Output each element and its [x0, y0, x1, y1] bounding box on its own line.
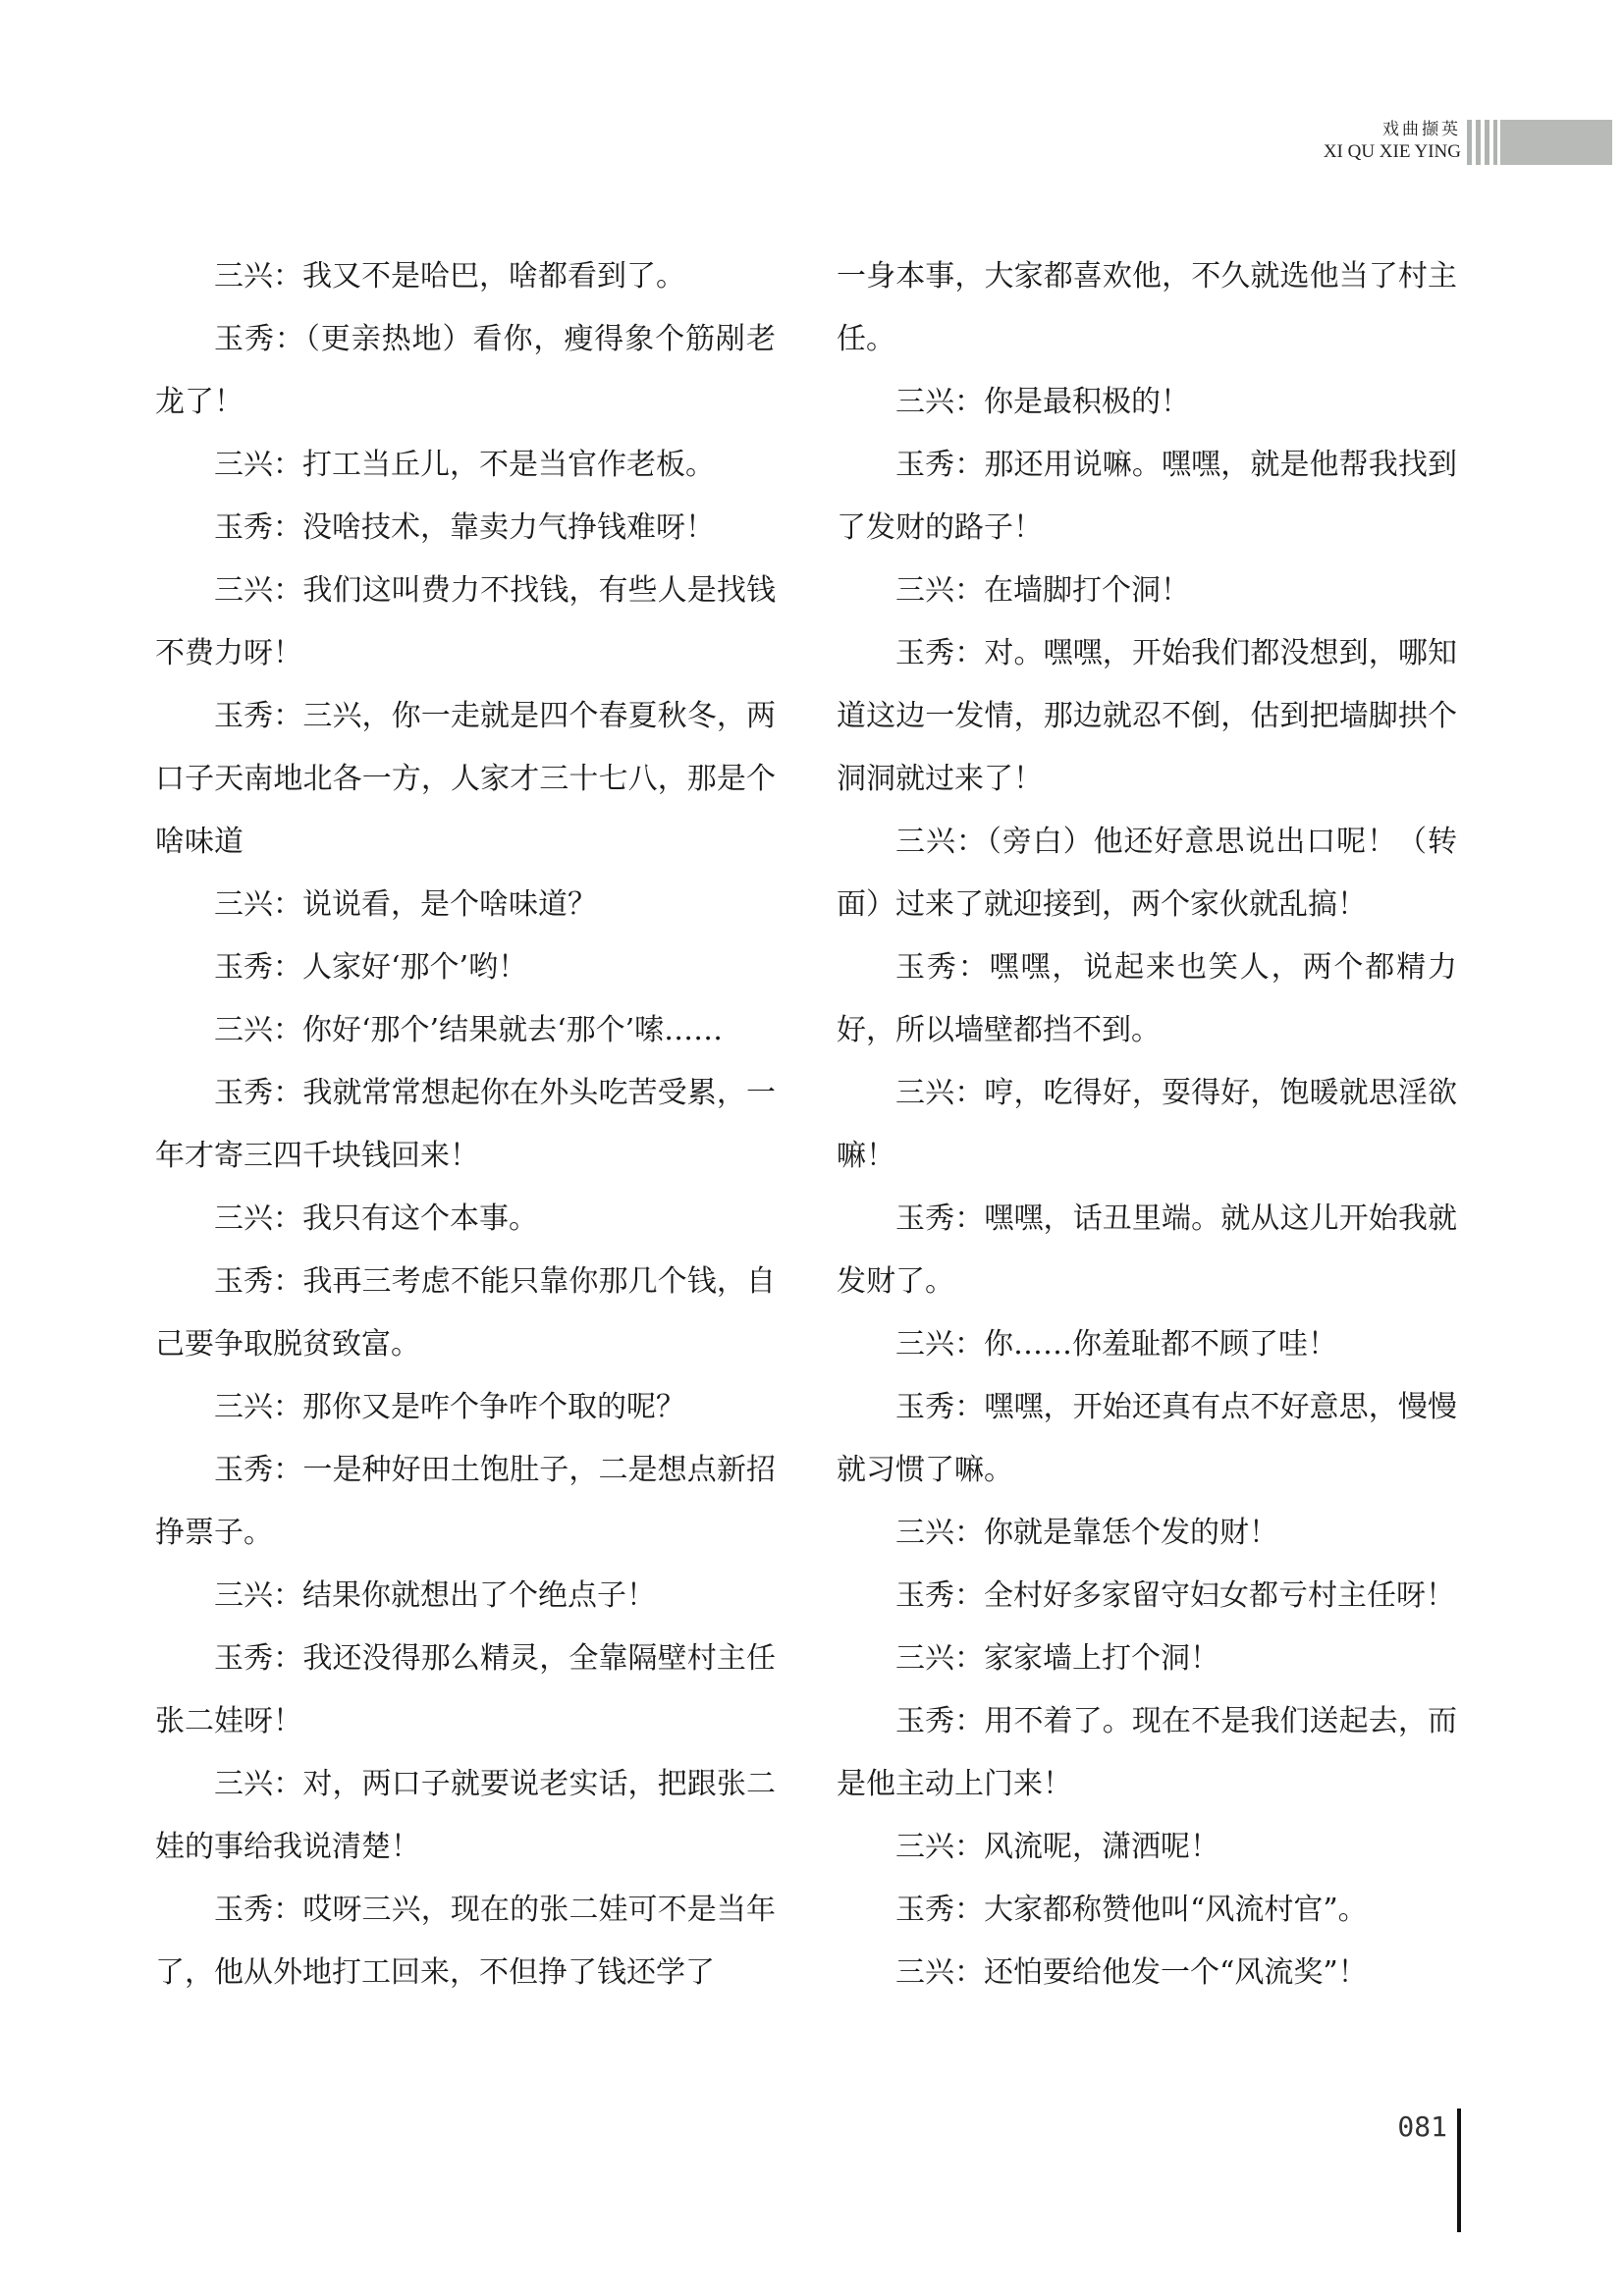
- section-title: 戏曲撷英: [1382, 120, 1461, 139]
- dialogue-line: 三兴：结果你就想出了个绝点子！: [214, 1578, 656, 1613]
- dialogue-line: 三兴：风流呢，潇洒呢！: [895, 1830, 1219, 1864]
- dialogue-line: 玉秀：我还没得那么精灵，全靠隔壁村主任张二娃呀！: [155, 1641, 776, 1738]
- dialogue-line: 玉秀：三兴，你一走就是四个春夏秋冬，两口子天南地北各一方，人家才三十七八，那是个啥味道: [155, 699, 776, 859]
- dialogue-line: 三兴：说说看，是个啥味道？: [214, 887, 597, 922]
- page-number: 081: [1397, 2110, 1447, 2143]
- dialogue-line: 三兴：我只有这个本事。: [214, 1201, 538, 1236]
- running-header: [0, 120, 1624, 165]
- left-column: [155, 245, 776, 2004]
- dialogue-line: 玉秀：一是种好田土饱肚子，二是想点新招挣票子。: [155, 1453, 776, 1550]
- dialogue-line: 三兴：家家墙上打个洞！: [895, 1641, 1219, 1676]
- dialogue-line: 三兴：你就是靠恁个发的财！: [895, 1516, 1278, 1550]
- dialogue-line: 玉秀：我再三考虑不能只靠你那几个钱，自己要争取脱贫致富。: [155, 1264, 776, 1362]
- dialogue-line: 玉秀：（更亲热地）看你，瘦得象个筋剐老龙了！: [155, 322, 776, 419]
- dialogue-line: 三兴：我们这叫费力不找钱，有些人是找钱不费力呀！: [155, 573, 776, 670]
- dialogue-line: 三兴：对，两口子就要说老实话，把跟张二娃的事给我说清楚！: [155, 1767, 776, 1864]
- dialogue-line: 三兴：你……你羞耻都不顾了哇！: [895, 1327, 1337, 1362]
- dialogue-line: 玉秀：嘿嘿，开始还真有点不好意思，慢慢就习惯了嘛。: [837, 1390, 1457, 1487]
- right-column: [837, 245, 1457, 2004]
- footer-rule: [1457, 2109, 1461, 2232]
- dialogue-line: 三兴：你好‘那个’结果就去‘那个’嗦……: [214, 1013, 724, 1047]
- dialogue-line: 三兴：哼，吃得好，耍得好，饱暖就思淫欲嘛！: [837, 1076, 1457, 1173]
- dialogue-line: 玉秀：嘿嘿，话丑里端。就从这儿开始我就发财了。: [837, 1201, 1457, 1299]
- dialogue-line: 三兴：（旁白）他还好意思说出口呢！（转面）过来了就迎接到，两个家伙就乱搞！: [837, 825, 1457, 922]
- dialogue-line: 玉秀：没啥技术，靠卖力气挣钱难呀！: [214, 510, 715, 545]
- header-bar: [1500, 120, 1612, 165]
- dialogue-line: 玉秀：我就常常想起你在外头吃苦受累，一年才寄三四千块钱回来！: [155, 1076, 776, 1173]
- dialogue-line: 玉秀：对。嘿嘿，开始我们都没想到，哪知道这边一发情，那边就忍不倒，估到把墙脚拱个洞洞就过来了！: [837, 636, 1457, 796]
- dialogue-line: 三兴：你是最积极的！: [895, 385, 1190, 419]
- section-subtitle: XI QU XIE YING: [1323, 141, 1461, 162]
- dialogue-line: 三兴：打工当丘儿，不是当官作老板。: [214, 448, 715, 482]
- dialogue-line: 三兴：还怕要给他发一个“风流奖”！: [895, 1955, 1368, 1990]
- dialogue-line: 玉秀：用不着了。现在不是我们送起去，而是他主动上门来！: [837, 1704, 1457, 1801]
- dialogue-line: 玉秀：全村好多家留守妇女都亏村主任呀！: [895, 1578, 1455, 1613]
- dialogue-line: 玉秀：哎呀三兴，现在的张二娃可不是当年了，他从外地打工回来，不但挣了钱还学了: [155, 1893, 776, 1990]
- dialogue-line: 玉秀：嘿嘿，说起来也笑人，两个都精力好，所以墙壁都挡不到。: [837, 950, 1457, 1047]
- dialogue-line: 玉秀：那还用说嘛。嘿嘿，就是他帮我找到了发财的路子！: [837, 448, 1457, 545]
- dialogue-line: 三兴：那你又是咋个争咋个取的呢？: [214, 1390, 685, 1424]
- continued-paragraph: 一身本事，大家都喜欢他，不久就选他当了村主任。: [837, 259, 1457, 356]
- dialogue-line: 玉秀：大家都称赞他叫“风流村官”。: [895, 1893, 1368, 1927]
- dialogue-line: 三兴：我又不是哈巴，啥都看到了。: [214, 259, 685, 294]
- dialogue-line: 三兴：在墙脚打个洞！: [895, 573, 1190, 608]
- dialogue-line: 玉秀：人家好‘那个’哟！: [214, 950, 528, 985]
